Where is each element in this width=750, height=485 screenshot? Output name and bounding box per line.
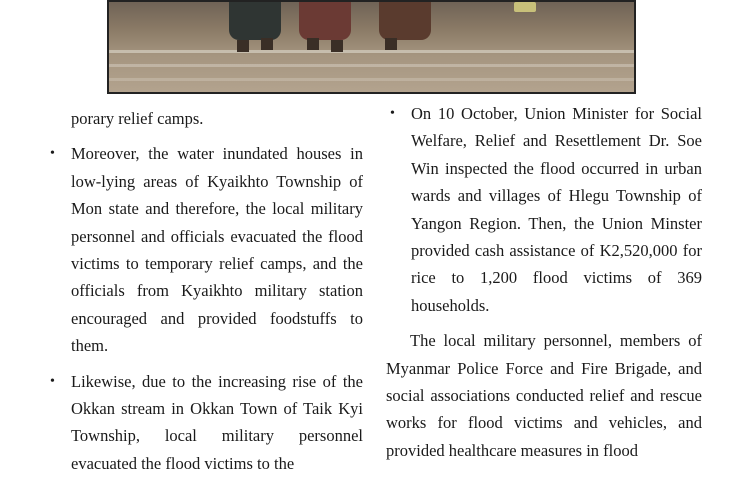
- bullet-marker: •: [390, 106, 395, 121]
- bullet-text: Moreover, the water inundated houses in low-lying areas of Kyaikhto Township of Mon state and therefore, the local military personnel and officials evacuated the flood victims to temporary relief camps, and the officials from Kyaikhto military station encouraged and provided foodstuffs to them.: [71, 144, 363, 356]
- bullet-item: [46, 140, 363, 359]
- bullet-item: [46, 368, 363, 478]
- body-paragraph: The local military personnel, members of Myanmar Police Force and Fire Brigade, and social associations conducted relief and rescue works for flood victims and vehicles, and provided healthcare measures in flood: [386, 331, 702, 460]
- person-figure: [229, 0, 281, 40]
- carried-bag: [514, 2, 536, 12]
- bullet-marker: •: [50, 373, 55, 389]
- bullet-marker: •: [50, 146, 55, 162]
- flood-photo: [107, 0, 636, 94]
- right-column: [386, 100, 702, 472]
- person-figure: [379, 0, 431, 40]
- bullet-item: [386, 100, 702, 319]
- person-figure: [299, 0, 351, 40]
- continuation-text: porary relief camps.: [71, 109, 204, 128]
- bullet-text: Likewise, due to the increasing rise of the Okkan stream in Okkan Town of Taik Kyi Township, local military personnel evacuated the flood victims to the: [71, 371, 363, 473]
- left-column: [46, 100, 363, 485]
- bullet-text: On 10 October, Union Minister for Social Welfare, Relief and Resettlement Dr. Soe Win inspected the flood occurred in urban wards and villages of Hlegu Township of Yangon Region. Then, the Union Minster provided cash assistance of K2,520,000 for rice to 1,200 flood victims of 369 households.: [411, 104, 702, 315]
